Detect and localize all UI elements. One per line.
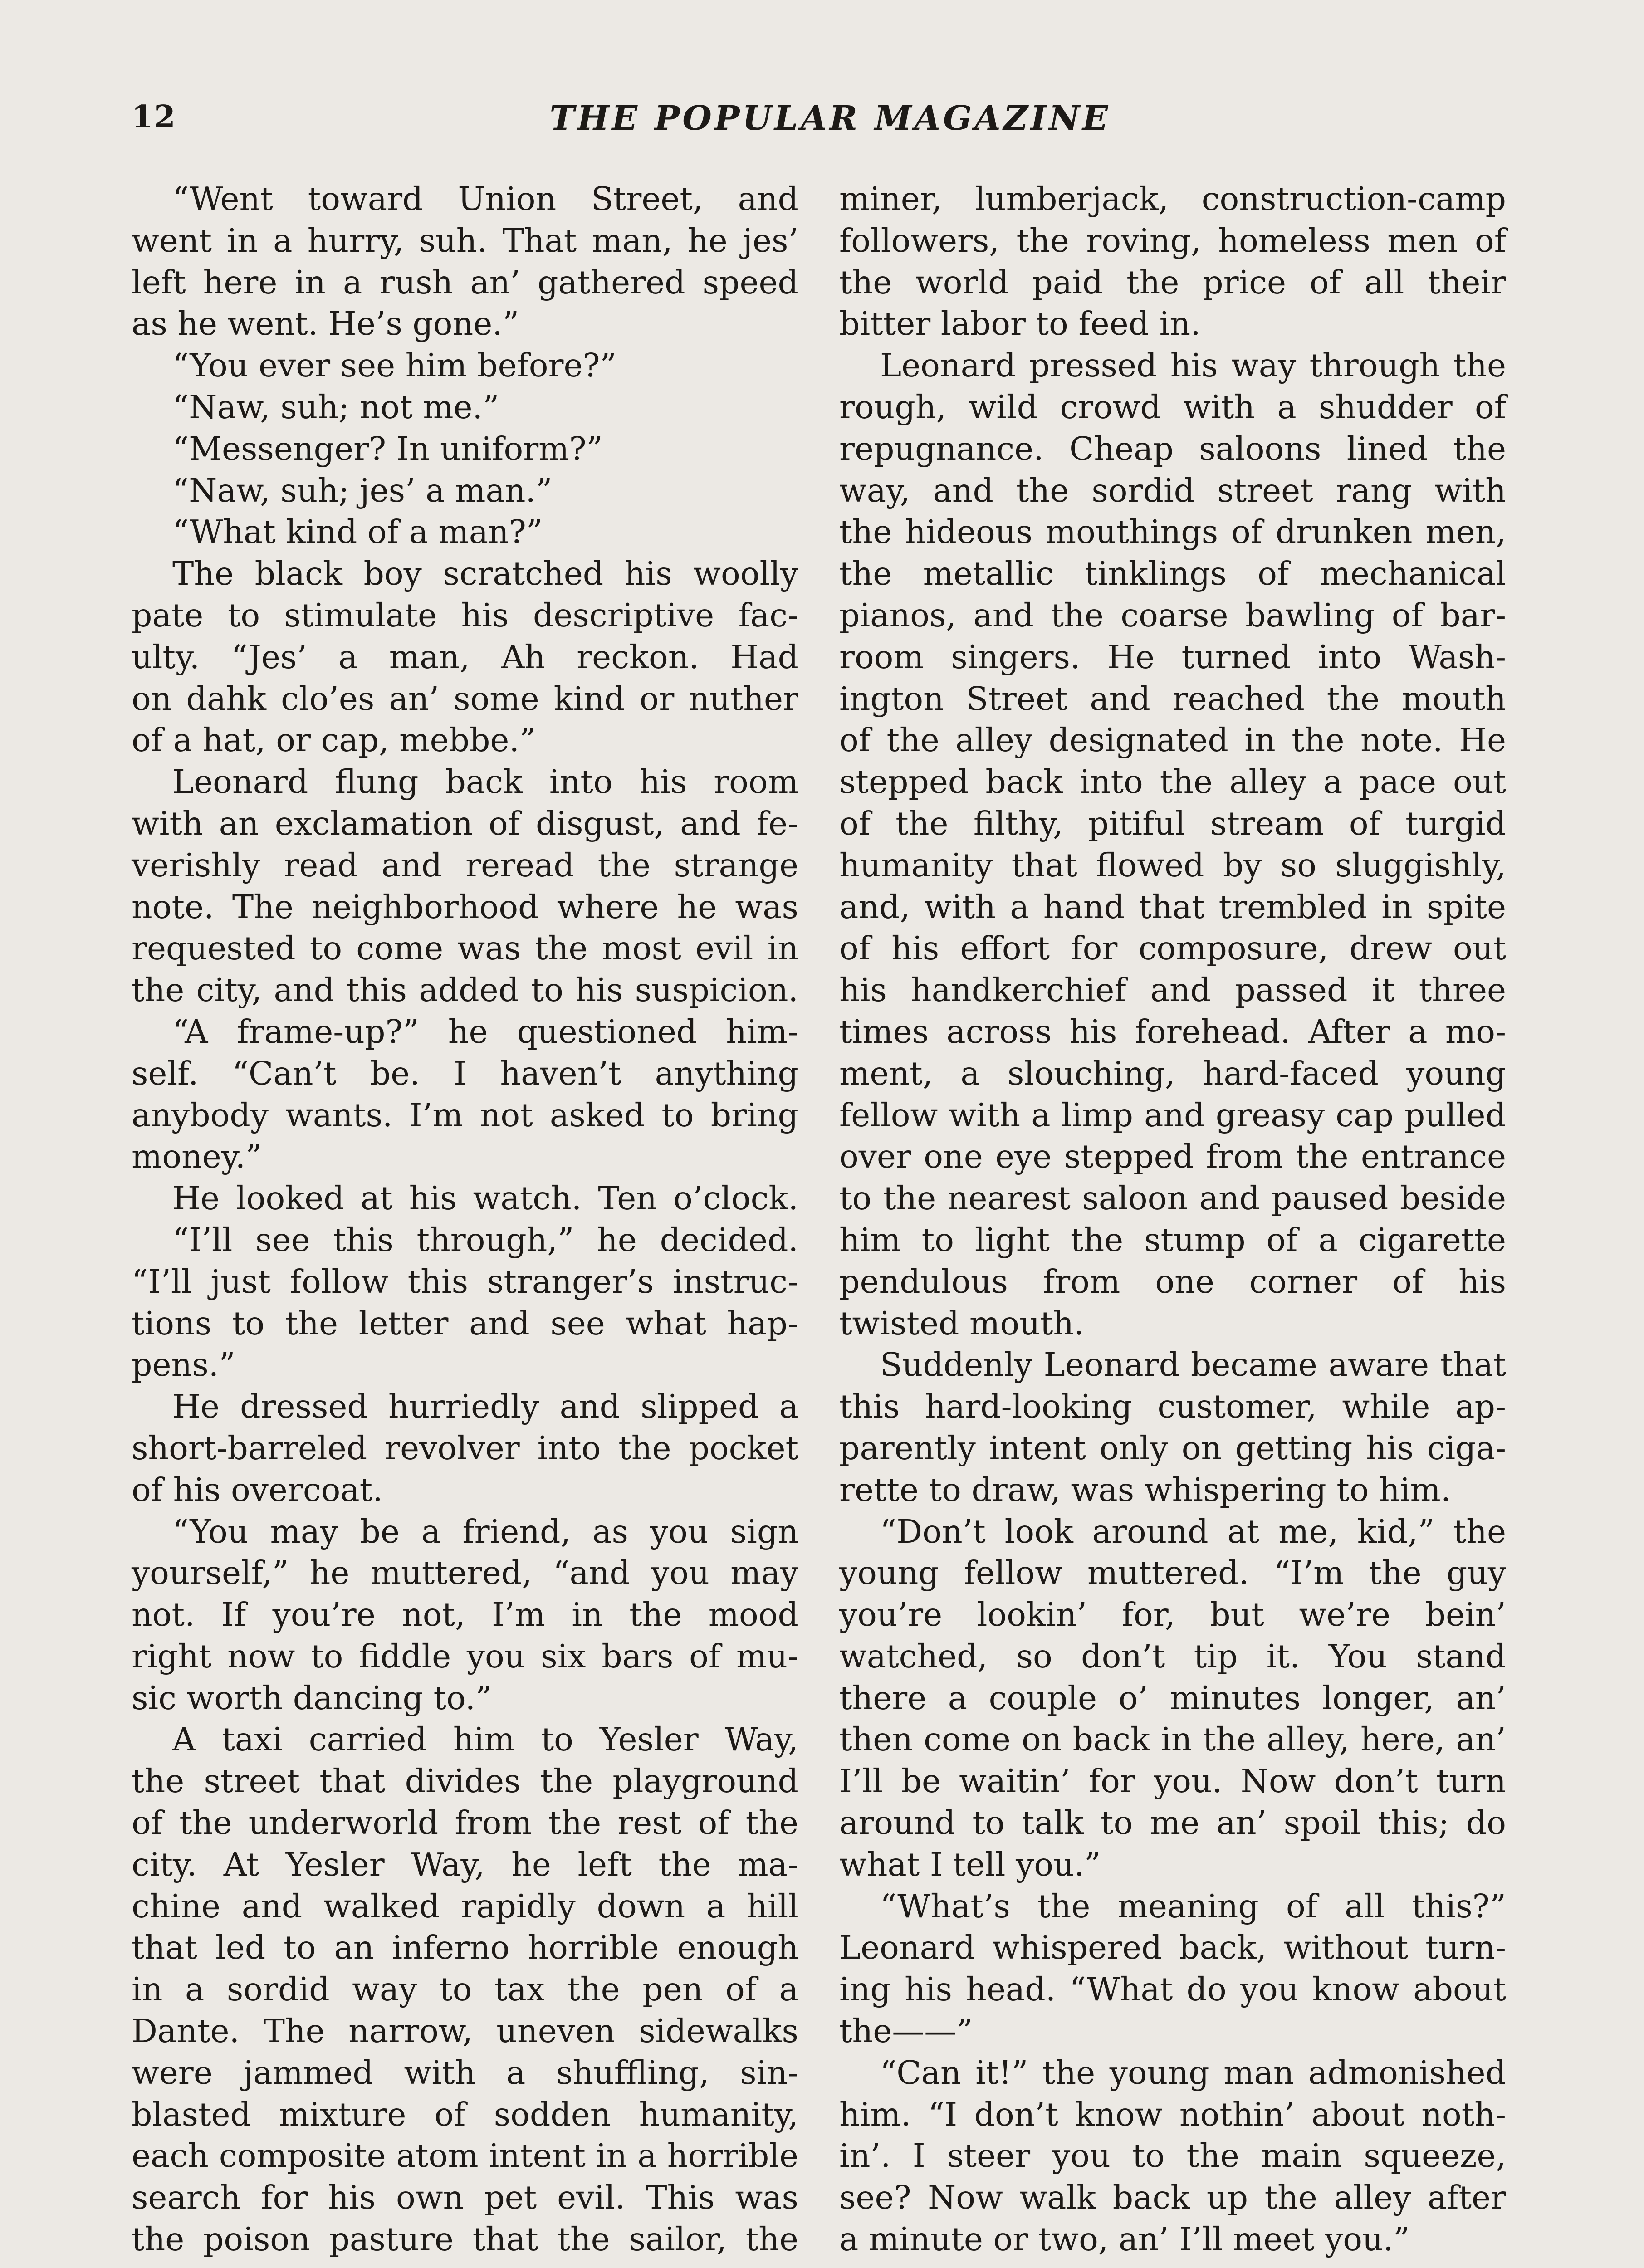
text-line: twisted mouth. <box>839 1304 1084 1342</box>
text-line: rette to draw, was whispering to him. <box>839 1471 1451 1509</box>
text-line: with an exclamation of disgust, and fe- <box>132 804 798 842</box>
text-line: “What’s the meaning of all this?” <box>880 1887 1506 1925</box>
text-line: “You may be a friend, as you sign <box>172 1512 798 1550</box>
text-line: the poison pasture that the sailor, the <box>132 2220 798 2258</box>
text-line: his handkerchief and passed it three <box>839 971 1506 1009</box>
text-line: around to talk to me an’ spoil this; do <box>839 1804 1506 1842</box>
text-line: on dahk clo’es an’ some kind or nuther <box>132 679 798 718</box>
text-line: went in a hurry, suh. That man, he jes’ <box>132 221 798 259</box>
text-line: of his overcoat. <box>132 1471 383 1509</box>
text-line: “A frame-up?” he questioned him- <box>172 1012 798 1051</box>
page-number: 12 <box>132 99 176 135</box>
text-line: Leonard pressed his way through the <box>880 347 1506 385</box>
text-line: ment, a slouching, hard-faced young <box>839 1054 1506 1092</box>
text-line: stepped back into the alley a pace out <box>839 763 1506 801</box>
text-line: times across his forehead. After a mo- <box>839 1012 1506 1051</box>
text-line: young fellow muttered. “I’m the guy <box>839 1554 1506 1592</box>
text-line: yourself,” he muttered, “and you may <box>132 1554 798 1592</box>
text-line: of the alley designated in the note. He <box>839 721 1506 759</box>
text-line: to the nearest saloon and paused beside <box>839 1179 1506 1217</box>
text-line: in a sordid way to tax the pen of a <box>132 1970 798 2009</box>
text-line: then come on back in the alley, here, an’ <box>839 1721 1506 1759</box>
text-line: blasted mixture of sodden humanity, <box>132 2095 798 2133</box>
text-line: this hard-looking customer, while ap- <box>839 1388 1506 1426</box>
text-line: that led to an inferno horrible enough <box>132 1929 798 1967</box>
text-line: city. At Yesler Way, he left the ma- <box>132 1845 798 1883</box>
text-line: self. “Can’t be. I haven’t anything <box>132 1054 798 1092</box>
text-line: pate to stimulate his descriptive fac- <box>132 596 798 634</box>
text-line: He dressed hurriedly and slipped a <box>172 1388 798 1426</box>
text-line: pendulous from one corner of his <box>839 1262 1506 1300</box>
text-line: him to light the stump of a cigarette <box>839 1221 1506 1259</box>
text-line: the——” <box>839 2012 973 2050</box>
text-line: chine and walked rapidly down a hill <box>132 1887 798 1925</box>
text-line: tions to the letter and see what hap- <box>132 1304 798 1342</box>
text-line: of his effort for composure, drew out <box>839 929 1506 968</box>
text-line: “Don’t look around at me, kid,” the <box>880 1512 1506 1550</box>
text-line: pens.” <box>132 1346 235 1384</box>
text-line: miner, lumberjack, construction-camp <box>839 180 1506 218</box>
text-line: of the filthy, pitiful stream of turgid <box>839 804 1506 842</box>
text-line: see? Now walk back up the alley after <box>839 2179 1506 2217</box>
text-line: room singers. He turned into Wash- <box>839 638 1506 676</box>
running-head: THE POPULAR MAGAZINE <box>549 99 1111 138</box>
text-line: repugnance. Cheap saloons lined the <box>839 430 1506 468</box>
text-line: pianos, and the coarse bawling of bar- <box>839 596 1506 634</box>
text-line: the city, and this added to his suspicion. <box>132 971 798 1009</box>
text-line: money.” <box>132 1138 262 1176</box>
text-line: note. The neighborhood where he was <box>132 888 798 926</box>
text-line: “Went toward Union Street, and <box>172 180 798 218</box>
text-line: Leonard whispered back, without turn- <box>839 1929 1506 1967</box>
text-line: ulty. “Jes’ a man, Ah reckon. Had <box>132 638 798 676</box>
text-line: “I’ll see this through,” he decided. <box>172 1221 798 1259</box>
text-line: left here in a rush an’ gathered speed <box>132 263 798 301</box>
text-line: over one eye stepped from the entrance <box>839 1138 1506 1176</box>
text-line: watched, so don’t tip it. You stand <box>839 1637 1506 1675</box>
text-line: He looked at his watch. Ten o’clock. <box>172 1179 798 1217</box>
text-line: right now to fiddle you six bars of mu- <box>132 1637 798 1675</box>
text-line: bitter labor to feed in. <box>839 305 1201 343</box>
right-column <box>839 178 1506 2260</box>
text-line: I’ll be waitin’ for you. Now don’t turn <box>839 1762 1506 1800</box>
text-line: him. “I don’t know nothin’ about noth- <box>839 2095 1506 2133</box>
text-line: verishly read and reread the strange <box>132 846 798 884</box>
text-line: as he went. He’s gone.” <box>132 305 519 343</box>
left-column <box>132 178 798 2260</box>
text-line: what I tell you.” <box>839 1845 1101 1883</box>
text-line: the street that divides the playground <box>132 1762 798 1800</box>
text-line: each composite atom intent in a horrible <box>132 2137 798 2175</box>
text-line: “Naw, suh; jes’ a man.” <box>172 471 553 509</box>
text-line: and, with a hand that trembled in spite <box>839 888 1506 926</box>
text-line: the metallic tinklings of mechanical <box>839 555 1506 593</box>
text-line: Suddenly Leonard became aware that <box>880 1346 1506 1384</box>
text-line: “Naw, suh; not me.” <box>172 388 499 426</box>
text-line: rough, wild crowd with a shudder of <box>839 388 1506 426</box>
text-line: ington Street and reached the mouth <box>839 679 1506 718</box>
text-line: “You ever see him before?” <box>172 347 616 385</box>
text-line: in’. I steer you to the main squeeze, <box>839 2137 1506 2175</box>
text-line: ing his head. “What do you know about <box>839 1970 1506 2009</box>
text-line: “Messenger? In uniform?” <box>172 430 603 468</box>
text-line: the hideous mouthings of drunken men, <box>839 513 1506 551</box>
text-line: search for his own pet evil. This was <box>132 2179 798 2217</box>
text-line: parently intent only on getting his ciga- <box>839 1429 1506 1467</box>
text-line: anybody wants. I’m not asked to bring <box>132 1096 798 1134</box>
text-line: of the underworld from the rest of the <box>132 1804 798 1842</box>
text-line: “What kind of a man?” <box>172 513 543 551</box>
text-line: “I’ll just follow this stranger’s instruc- <box>132 1262 798 1300</box>
text-line: humanity that flowed by so sluggishly, <box>839 846 1506 884</box>
text-line: were jammed with a shuffling, sin- <box>132 2053 798 2092</box>
text-line: A taxi carried him to Yesler Way, <box>172 1721 798 1759</box>
text-line: sic worth dancing to.” <box>132 1679 492 1717</box>
text-line: The black boy scratched his woolly <box>172 555 798 593</box>
text-line: requested to come was the most evil in <box>132 929 798 968</box>
text-line: a minute or two, an’ I’ll meet you.” <box>839 2220 1410 2258</box>
text-line: you’re lookin’ for, but we’re bein’ <box>839 1596 1506 1634</box>
text-line: the world paid the price of all their <box>839 263 1506 301</box>
text-line: not. If you’re not, I’m in the mood <box>132 1596 798 1634</box>
text-line: Dante. The narrow, uneven sidewalks <box>132 2012 798 2050</box>
text-line: fellow with a limp and greasy cap pulled <box>839 1096 1506 1134</box>
text-line: Leonard flung back into his room <box>172 763 798 801</box>
text-line: short-barreled revolver into the pocket <box>132 1429 798 1467</box>
text-line: of a hat, or cap, mebbe.” <box>132 721 536 759</box>
text-line: there a couple o’ minutes longer, an’ <box>839 1679 1506 1717</box>
text-line: “Can it!” the young man admonished <box>880 2053 1506 2092</box>
text-line: way, and the sordid street rang with <box>839 471 1506 509</box>
text-line: followers, the roving, homeless men of <box>839 221 1506 259</box>
